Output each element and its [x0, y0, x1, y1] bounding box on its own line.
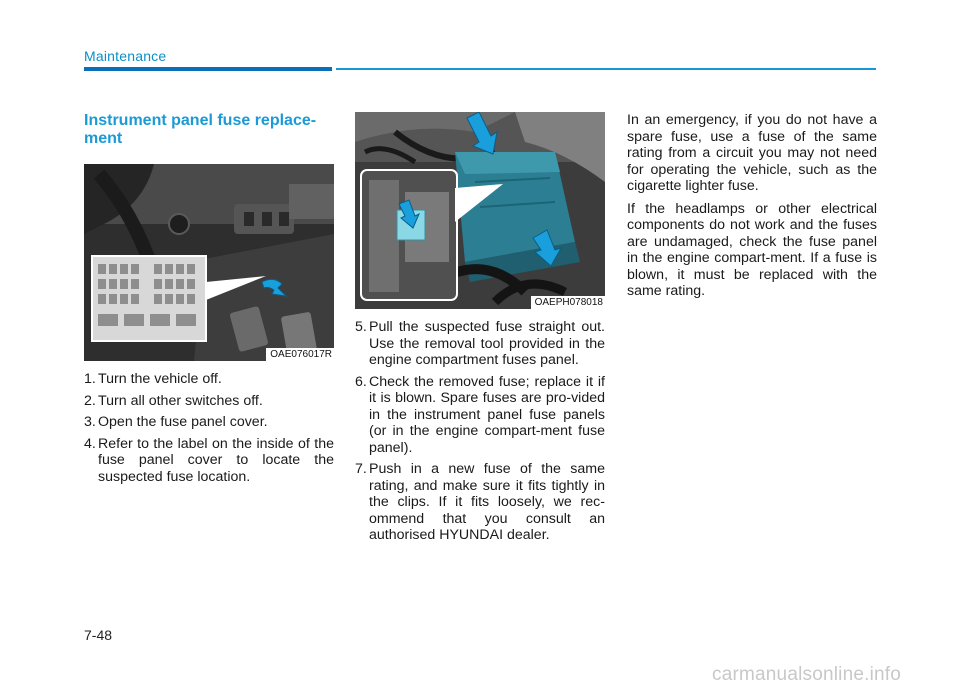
list-item: 7. Push in a new fuse of the same rating, and make sure it fits tightly in the clips. If it fits loosely, we rec-ommend that you consult an authorised HYUNDAI dealer.: [355, 461, 605, 543]
page-number: 7-48: [84, 627, 113, 643]
image-code: OAEPH078018: [531, 296, 605, 309]
paragraph-headlamps: If the headlamps or other electrical components do not work and the fuses are undamaged, check the fuse panel in the engine compart-ment. If a fuse is blown, it must be replaced with the same rating.: [627, 200, 877, 299]
section-header: Maintenance: [84, 48, 167, 64]
paragraph-emergency: In an emergency, if you do not have a spare fuse, use a fuse of the same rating from a circuit you may not need for operating the vehicle, such as the cigarette lighter fuse.: [627, 112, 877, 194]
list-item: 3. Open the fuse panel cover.: [84, 414, 268, 430]
fuse-panel-photo: [84, 164, 334, 361]
column-left: [84, 112, 334, 490]
list-item: 2. Turn all other switches off.: [84, 392, 263, 409]
list-item: 5. Pull the suspected fuse straight out. Use the removal tool provided in the engine compartment fuses panel.: [355, 319, 605, 368]
image-code: OAE076017R: [266, 348, 334, 361]
watermark: carmanualsonline.info: [712, 664, 902, 685]
engine-bay-illustration: [355, 112, 605, 309]
header-rule-light: [336, 68, 876, 70]
dashboard-illustration: [84, 164, 334, 361]
steps-list-left: [84, 371, 334, 485]
engine-fuse-photo: [355, 112, 605, 309]
column-right: [627, 112, 877, 306]
section-heading: Instrument panel fuse replace-ment: [84, 112, 317, 147]
steps-list-right: [355, 319, 605, 544]
list-item: 6. Check the removed fuse; replace it if it is blown. Spare fuses are pro-vided in the instrument panel fuse panels (or in the engine compart-ment fuse panel).: [355, 373, 605, 456]
header-rule-dark: [84, 67, 332, 71]
column-middle: [355, 112, 605, 549]
list-item: 1. Turn the vehicle off.: [84, 371, 222, 387]
list-item: 4. Refer to the label on the inside of the fuse panel cover to locate the suspected fuse location.: [84, 435, 334, 485]
